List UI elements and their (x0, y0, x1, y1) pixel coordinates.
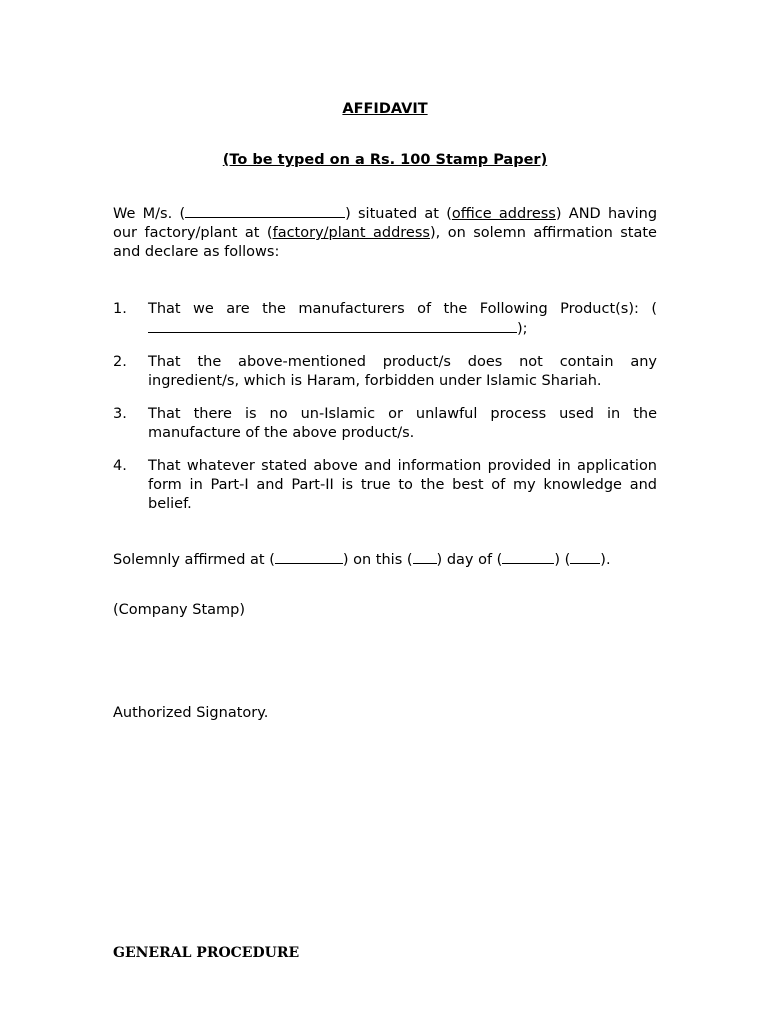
intro-text-3: ) AND having our factory/plant at ( (113, 206, 658, 241)
item-number: 4. (113, 458, 127, 474)
declaration-item-2 (113, 353, 657, 391)
item-text: That whatever stated above and information provided in application form in Part-I and Part-II is true to the best of my knowledge and belief. (148, 458, 657, 512)
intro-text-2: ) situated at ( (345, 206, 452, 222)
affirm-text-2: ) on this ( (342, 552, 413, 568)
declaration-list (113, 300, 657, 528)
general-procedure-heading: GENERAL PROCEDURE (113, 945, 300, 961)
affirm-text-4: ) ( (554, 552, 571, 568)
factory-address-placeholder: factory/plant address (272, 225, 430, 241)
item-text: That we are the manufacturers of the Following Product(s): ( (148, 301, 657, 317)
declaration-item-1 (113, 300, 657, 339)
document-subtitle: (To be typed on a Rs. 100 Stamp Paper) (222, 152, 548, 168)
item-text: That there is no un-Islamic or unlawful process used in the manufacture of the above product/s. (148, 406, 657, 441)
year-blank (570, 550, 600, 564)
place-blank (275, 550, 343, 564)
item-number: 3. (113, 406, 127, 422)
intro-text-4: ), on solemn affirmation state and declare as follows: (113, 225, 657, 260)
company-name-blank (185, 204, 345, 218)
declaration-item-3 (113, 405, 657, 443)
office-address-placeholder: office address (451, 206, 556, 222)
intro-paragraph (113, 204, 657, 262)
item-number: 1. (113, 301, 127, 317)
company-stamp-label: (Company Stamp) (113, 602, 246, 618)
item-text-end: ); (517, 321, 528, 337)
intro-text-1: We M/s. ( (113, 206, 186, 222)
declaration-item-4 (113, 457, 657, 514)
affirm-text-1: Solemnly affirmed at ( (113, 552, 275, 568)
affirm-text-5: ). (600, 552, 611, 568)
product-name-blank (148, 319, 517, 333)
item-text: That the above-mentioned product/s does not contain any ingredient/s, which is Haram, forbidden under Islamic Shariah. (148, 354, 657, 389)
document-title: AFFIDAVIT (342, 101, 428, 117)
affirmation-line (113, 550, 657, 570)
item-number: 2. (113, 354, 127, 370)
affirm-text-3: ) day of ( (436, 552, 503, 568)
day-blank (413, 550, 437, 564)
authorized-signatory-label: Authorized Signatory. (113, 705, 269, 721)
month-blank (502, 550, 554, 564)
